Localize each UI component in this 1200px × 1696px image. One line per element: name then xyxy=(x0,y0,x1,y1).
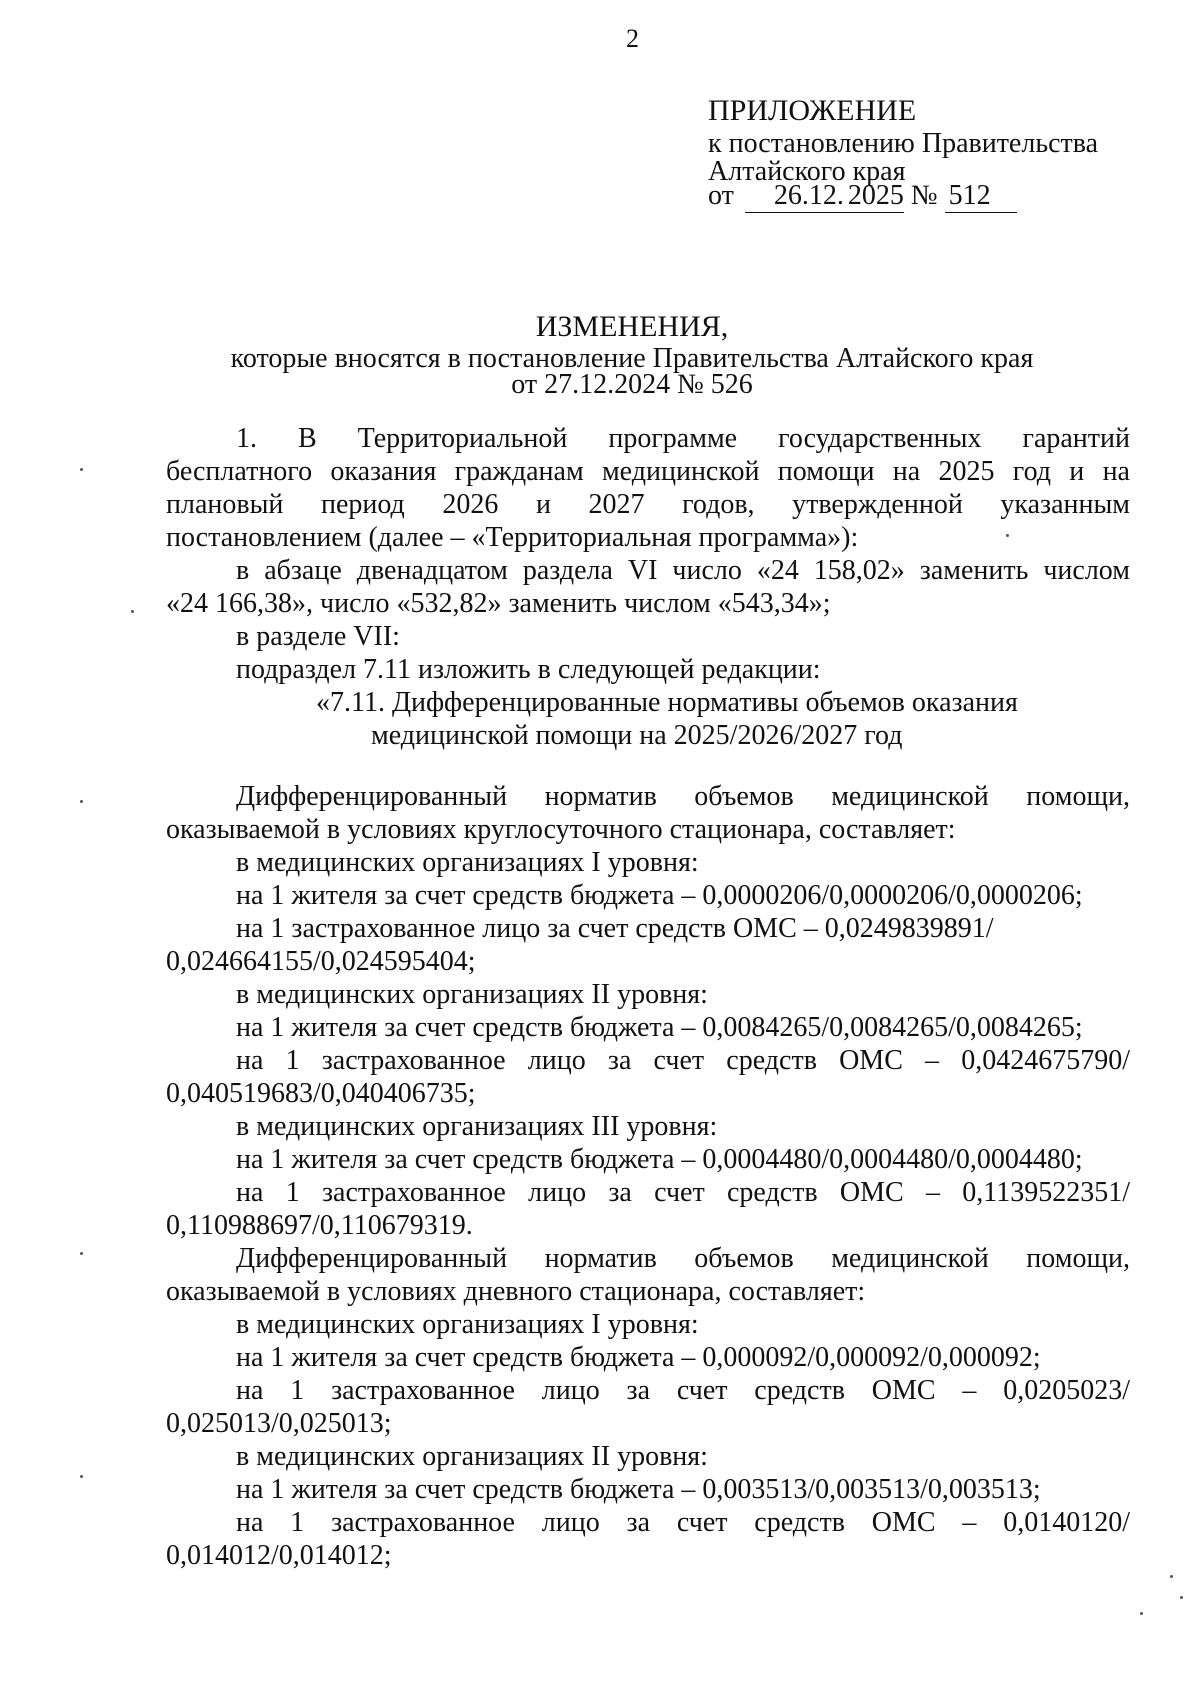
a-level1-budget: на 1 жителя за счет средств бюджета – 0,0000206/0,0000206/0,0000206; xyxy=(236,880,1083,911)
b-line2: оказываемой в условиях дневного стационара, составляет: xyxy=(166,1276,866,1307)
b-level1-oms-line1: на 1 застрахованное лицо за счет средств ОМС – 0,0205023/ xyxy=(236,1375,1130,1406)
b-level2-budget: на 1 жителя за счет средств бюджета – 0,003513/0,003513/0,003513; xyxy=(236,1474,1041,1505)
appendix-line2: Алтайского края xyxy=(708,156,906,187)
scan-speck xyxy=(1140,1612,1143,1615)
subsection-title-line1: «7.11. Дифференцированные нормативы объемов оказания xyxy=(316,687,1018,718)
p1-line3: плановый период 2026 и 2027 годов, утвержденной указанным xyxy=(166,489,1130,520)
date-year: 2025 xyxy=(847,180,904,211)
p1-line2: бесплатного оказания гражданам медицинской помощи на 2025 год и на xyxy=(166,456,1130,487)
scan-speck xyxy=(80,1252,83,1255)
b-level1: в медицинских организациях I уровня: xyxy=(236,1309,699,1340)
scan-speck xyxy=(1006,534,1009,537)
a-level1-oms-line2: 0,024664155/0,024595404; xyxy=(166,946,476,977)
p1-line1: 1. В Территориальной программе государственных гарантий xyxy=(236,423,1130,454)
scan-speck xyxy=(1180,1596,1183,1599)
a-level2-oms-line1: на 1 застрахованное лицо за счет средств ОМС – 0,0424675790/ xyxy=(236,1045,1130,1076)
a-level2: в медицинских организациях II уровня: xyxy=(236,979,708,1010)
a-level1-oms-line1: на 1 застрахованное лицо за счет средств ОМС – 0,0249839891/ xyxy=(236,913,994,944)
b-level1-oms-line2: 0,025013/0,025013; xyxy=(166,1408,392,1439)
p3: в разделе VII: xyxy=(236,621,400,652)
appendix-date-line xyxy=(708,180,1017,213)
scan-speck xyxy=(1170,1575,1173,1578)
number-label: № xyxy=(910,180,938,211)
p1-line4: постановлением (далее – «Территориальная программа»): xyxy=(166,522,859,553)
scan-speck xyxy=(80,1475,83,1478)
appendix-line1: к постановлению Правительства xyxy=(708,128,1099,159)
a-level1: в медицинских организациях I уровня: xyxy=(236,847,699,878)
a-line2: оказываемой в условиях круглосуточного стационара, составляет: xyxy=(166,814,956,845)
a-level3: в медицинских организациях III уровня: xyxy=(236,1111,718,1142)
p4: подраздел 7.11 изложить в следующей редакции: xyxy=(236,654,821,685)
a-level2-budget: на 1 жителя за счет средств бюджета – 0,0084265/0,0084265/0,0084265; xyxy=(236,1012,1083,1043)
a-level3-oms-line1: на 1 застрахованное лицо за счет средств ОМС – 0,1139522351/ xyxy=(236,1177,1130,1208)
heading-line2: от 27.12.2024 № 526 xyxy=(511,369,753,400)
from-label: от xyxy=(708,180,734,211)
heading-line1: которые вносятся в постановление Правительства Алтайского края xyxy=(230,343,1034,374)
a-level2-oms-line2: 0,040519683/0,040406735; xyxy=(166,1078,476,1109)
appendix-title: ПРИЛОЖЕНИЕ xyxy=(708,94,917,127)
scan-speck xyxy=(80,468,83,471)
b-level1-budget: на 1 жителя за счет средств бюджета – 0,000092/0,000092/0,000092; xyxy=(236,1342,1041,1373)
subsection-title-line2: медицинской помощи на 2025/2026/2027 год xyxy=(371,720,903,751)
heading-title: ИЗМЕНЕНИЯ, xyxy=(535,310,729,343)
scan-speck xyxy=(131,610,134,613)
date-day-month: 26.12. xyxy=(745,180,848,213)
scan-speck xyxy=(80,800,83,803)
a-level3-oms-line2: 0,110988697/0,110679319. xyxy=(166,1210,473,1241)
b-level2: в медицинских организациях II уровня: xyxy=(236,1441,708,1472)
b-level2-oms-line1: на 1 застрахованное лицо за счет средств ОМС – 0,0140120/ xyxy=(236,1507,1130,1538)
a-level3-budget: на 1 жителя за счет средств бюджета – 0,0004480/0,0004480/0,0004480; xyxy=(236,1144,1083,1175)
b-line1: Дифференцированный норматив объемов медицинской помощи, xyxy=(236,1243,1130,1274)
b-level2-oms-line2: 0,014012/0,014012; xyxy=(166,1540,392,1571)
p2-line2: «24 166,38», число «532,82» заменить числом «543,34»; xyxy=(166,588,831,619)
p2-line1: в абзаце двенадцатом раздела VI число «24 158,02» заменить числом xyxy=(236,555,1130,586)
page-number: 2 xyxy=(626,24,639,53)
a-line1: Дифференцированный норматив объемов медицинской помощи, xyxy=(236,781,1130,812)
doc-number: 512 xyxy=(945,180,1017,213)
